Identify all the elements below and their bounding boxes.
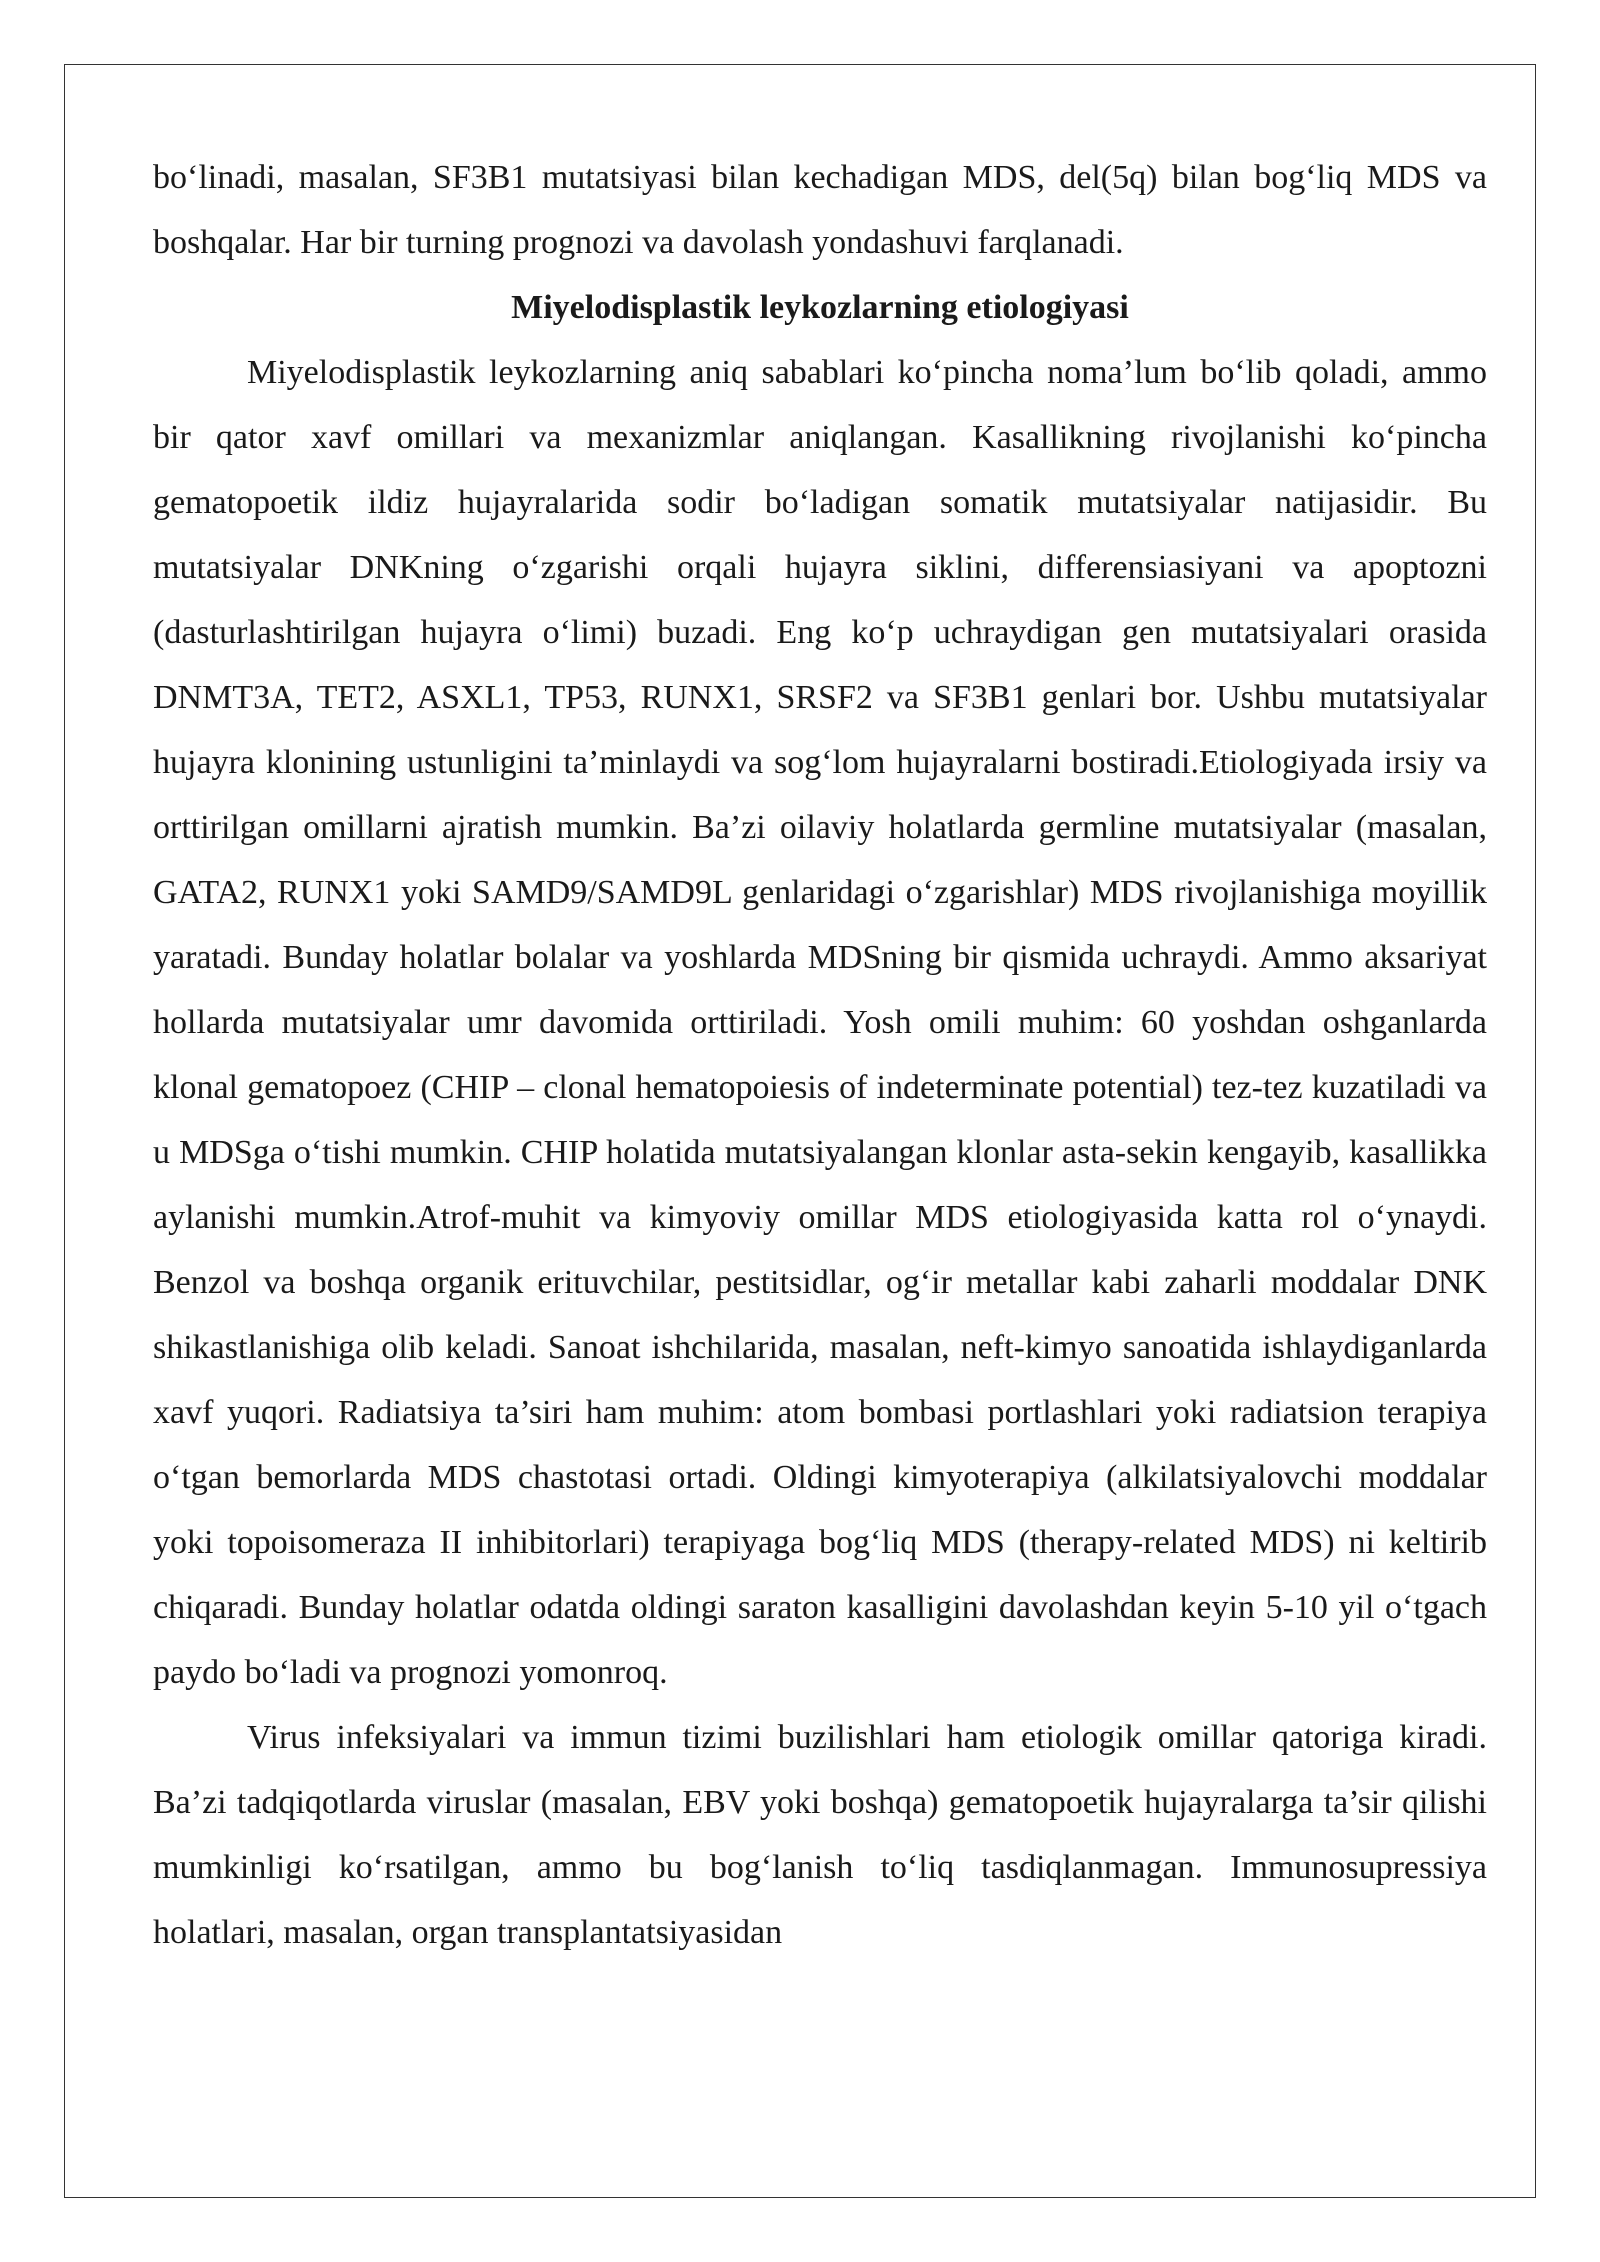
paragraph-viral-immune: Virus infeksiyalari va immun tizimi buzilishlari ham etiologik omillar qatoriga kiradi. Ba’zi tadqiqotlarda viruslar (masalan, EBV yoki boshqa) gematopoetik hujayralarga ta’sir qilishi mumkinligi ko‘rsatilgan, ammo bu bog‘lanish to‘liq tasdiqlanmagan. Immunosupressiya holatlari, masalan, organ transplantatsiyasidan	[153, 1719, 1487, 1951]
section-heading: Miyelodisplastik leykozlarning etiologiyasi	[511, 289, 1129, 326]
paragraph-continuation: bo‘linadi, masalan, SF3B1 mutatsiyasi bilan kechadigan MDS, del(5q) bilan bog‘liq MDS va boshqalar. Har bir turning prognozi va davolash yondashuvi farqlanadi.	[153, 159, 1487, 261]
paragraph-etiology: Miyelodisplastik leykozlarning aniq sabablari ko‘pincha noma’lum bo‘lib qoladi, ammo bir qator xavf omillari va mexanizmlar aniqlangan. Kasallikning rivojlanishi ko‘pincha gematopoetik ildiz hujayralarida sodir bo‘ladigan somatik mutatsiyalar natijasidir. Bu mutatsiyalar DNKning o‘zgarishi orqali hujayra siklini, differensiasiyani va apoptozni (dasturlashtirilgan hujayra o‘limi) buzadi. Eng ko‘p uchraydigan gen mutatsiyalari orasida DNMT3A, TET2, ASXL1, TP53, RUNX1, SRSF2 va SF3B1 genlari bor. Ushbu mutatsiyalar hujayra klonining ustunligini ta’minlaydi va sog‘lom hujayralarni bostiradi.Etiologiyada irsiy va orttirilgan omillarni ajratish mumkin. Ba’zi oilaviy holatlarda germline mutatsiyalar (masalan, GATA2, RUNX1 yoki SAMD9/SAMD9L genlaridagi o‘zgarishlar) MDS rivojlanishiga moyillik yaratadi. Bunday holatlar bolalar va yoshlarda MDSning bir qismida uchraydi. Ammo aksariyat hollarda mutatsiyalar umr davomida orttiriladi. Yosh omili muhim: 60 yoshdan oshganlarda klonal gematopoez (CHIP – clonal hematopoiesis of indeterminate potential) tez-tez kuzatiladi va u MDSga o‘tishi mumkin. CHIP holatida mutatsiyalangan klonlar asta-sekin kengayib, kasallikka aylanishi mumkin.Atrof-muhit va kimyoviy omillar MDS etiologiyasida katta rol o‘ynaydi. Benzol va boshqa organik erituvchilar, pestitsidlar, og‘ir metallar kabi zaharli moddalar DNK shikastlanishiga olib keladi. Sanoat ishchilarida, masalan, neft-kimyo sanoatida ishlaydiganlarda xavf yuqori. Radiatsiya ta’siri ham muhim: atom bombasi portlashlari yoki radiatsion terapiya o‘tgan bemorlarda MDS chastotasi ortadi. Oldingi kimyoterapiya (alkilatsiyalovchi moddalar yoki topoisomeraza II inhibitorlari) terapiyaga bog‘liq MDS (therapy-related MDS) ni keltirib chiqaradi. Bunday holatlar odatda oldingi saraton kasalligini davolashdan keyin 5-10 yil o‘tgach paydo bo‘ladi va prognozi yomonroq.	[153, 354, 1487, 1691]
document-body	[153, 145, 1487, 1965]
